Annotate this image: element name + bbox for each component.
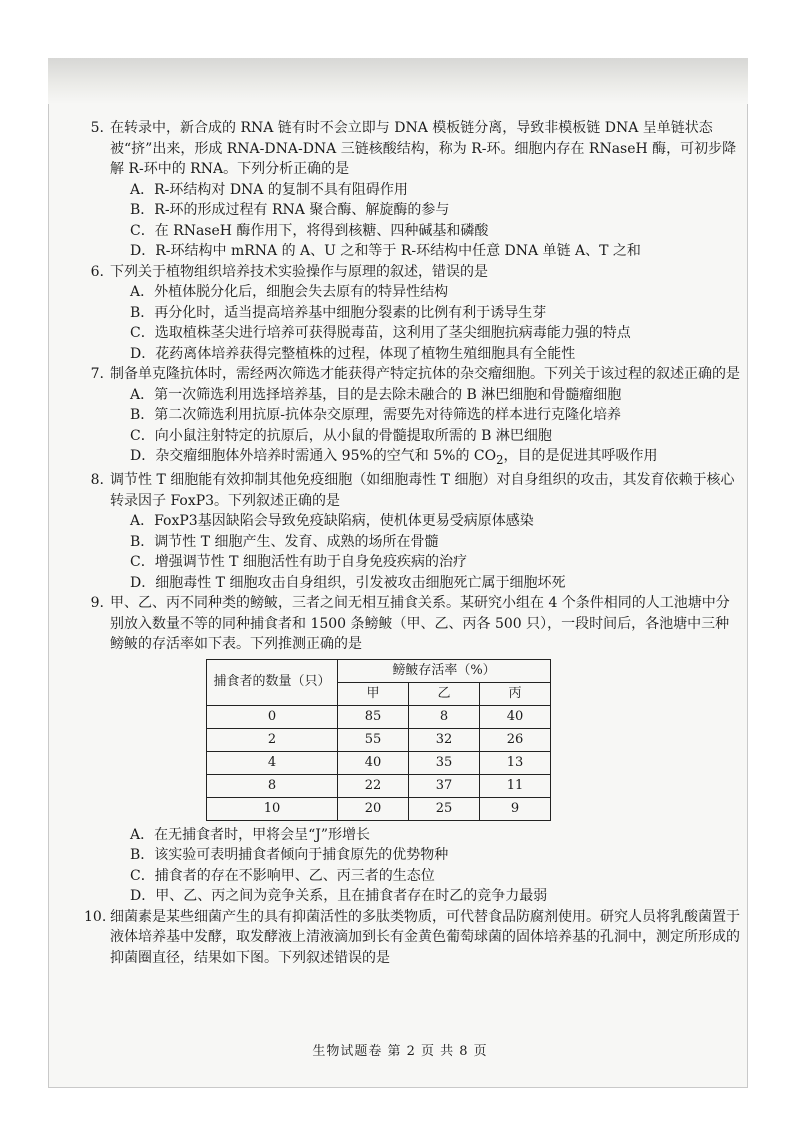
question-6 — [90, 262, 740, 365]
table-cell: 9 — [480, 797, 551, 820]
table-cell: 20 — [338, 797, 409, 820]
question-number: 8. — [90, 472, 104, 489]
question-7 — [90, 364, 740, 470]
question-9 — [90, 593, 740, 907]
question-number: 6. — [90, 263, 104, 280]
table-cell: 10 — [207, 797, 338, 820]
question-stem: 甲、乙、丙不同种类的鳑鲏，三者之间无相互捕食关系。某研究小组在 4 个条件相同的人工池塘中分别放入数量不等的同种捕食者和 1500 条鳑鲏（甲、乙、丙各 500 只），一段时间后，各池塘中三种鳑鲏的存活率如下表。下列推测正确的是 — [110, 595, 730, 653]
option-d: D．花药离体培养获得完整植株的过程，体现了植物生殖细胞具有全能性 — [130, 345, 576, 362]
option-c: C．在 RNaseH 酶作用下，将得到核糖、四种碱基和磷酸 — [130, 222, 489, 239]
table-row — [207, 705, 551, 728]
table-cell: 40 — [338, 751, 409, 774]
table-cell: 37 — [409, 774, 480, 797]
option-d: D．甲、乙、丙之间为竞争关系，且在捕食者存在时乙的竞争力最弱 — [130, 888, 548, 905]
option-c: C．向小鼠注射特定的抗原后，从小鼠的骨髓提取所需的 B 淋巴细胞 — [130, 427, 552, 444]
option-a: A．第一次筛选利用选择培养基，目的是去除未融合的 B 淋巴细胞和骨髓瘤细胞 — [130, 386, 622, 403]
question-number: 10. — [84, 908, 107, 925]
question-number: 9. — [90, 595, 104, 612]
table-col-header: 丙 — [480, 682, 551, 705]
option-a: A．外植体脱分化后，细胞会失去原有的特异性结构 — [130, 284, 449, 300]
table-col-header: 甲 — [338, 682, 409, 705]
option-b: B．R-环的形成过程有 RNA 聚合酶、解旋酶的参与 — [130, 202, 450, 218]
question-number: 5. — [90, 120, 104, 136]
question-stem: 细菌素是某些细菌产生的具有抑菌活性的多肽类物质，可代替食品防腐剂使用。研究人员将乳酸菌置于液体培养基中发酵，取发酵液上清液滴加到长有金黄色葡萄球菌的固体培养基的孔洞中，测定所形成的抑菌圈直径，结果如下图。下列叙述错误的是 — [110, 908, 740, 966]
table-col-header: 乙 — [409, 682, 480, 705]
option-b: B．第二次筛选利用抗原-抗体杂交原理，需要先对待筛选的样本进行克隆化培养 — [130, 407, 622, 423]
page-footer: 生物试题卷 第 2 页 共 8 页 — [312, 1044, 488, 1059]
option-d — [110, 446, 740, 470]
survival-rate-table — [206, 659, 551, 821]
question-list — [84, 118, 740, 968]
table-row — [207, 728, 551, 751]
table-row — [207, 797, 551, 820]
table-cell: 35 — [409, 751, 480, 774]
table-cell: 2 — [207, 728, 338, 751]
table-cell: 85 — [338, 705, 409, 728]
question-stem: 在转录中，新合成的 RNA 链有时不会立即与 DNA 模板链分离，导致非模板链 DNA 呈单链状态被“挤”出来，形成 RNA-DNA-DNA 三链核酸结构，称为 R-环。细胞内存在 RNaseH 酶，可初步降解 R-环中的 RNA。下列分析正确的是 — [110, 120, 737, 177]
table-cell: 40 — [480, 705, 551, 728]
question-number: 7. — [90, 366, 104, 382]
option-c: C．选取植株茎尖进行培养可获得脱毒苗，这利用了茎尖细胞抗病毒能力强的特点 — [130, 325, 631, 341]
question-8 — [90, 470, 740, 593]
scan-shadow — [48, 58, 748, 104]
option-a: A．在无捕食者时，甲将会呈“J”形增长 — [130, 826, 371, 843]
option-b: B．再分化时，适当提高培养基中细胞分裂素的比例有利于诱导生芽 — [130, 304, 547, 321]
option-d: D．细胞毒性 T 细胞攻击自身组织，引发被攻击细胞死亡属于细胞坏死 — [130, 574, 566, 591]
table-cell: 4 — [207, 751, 338, 774]
question-5 — [90, 118, 740, 262]
option-c: C．捕食者的存在不影响甲、乙、丙三者的生态位 — [130, 867, 435, 884]
table-cell: 8 — [409, 705, 480, 728]
option-d-text: D．杂交瘤细胞体外培养时需通入 95%的空气和 5%的 CO — [130, 448, 497, 464]
table-row-header: 捕食者的数量（只） — [207, 659, 338, 705]
option-b: B．该实验可表明捕食者倾向于捕食原先的优势物种 — [130, 847, 449, 864]
option-d-tail: ，目的是促进其呼吸作用 — [503, 448, 658, 464]
option-a: A．FoxP3基因缺陷会导致免疫缺陷病，使机体更易受病原体感染 — [130, 513, 534, 530]
question-stem: 调节性 T 细胞能有效抑制其他免疫细胞（如细胞毒性 T 细胞）对自身组织的攻击，其发育依赖于核心转录因子 FoxP3。下列叙述正确的是 — [110, 472, 735, 509]
table-cell: 25 — [409, 797, 480, 820]
question-stem: 下列关于植物组织培养技术实验操作与原理的叙述，错误的是 — [110, 263, 488, 280]
option-c: C．增强调节性 T 细胞活性有助于自身免疫疾病的治疗 — [130, 554, 467, 571]
question-10 — [84, 907, 740, 969]
table-cell: 13 — [480, 751, 551, 774]
table-row — [207, 751, 551, 774]
option-a: A．R-环结构对 DNA 的复制不具有阻碍作用 — [130, 181, 408, 198]
table-cell: 55 — [338, 728, 409, 751]
option-b: B．调节性 T 细胞产生、发育、成熟的场所在骨髓 — [130, 533, 439, 550]
table-group-header: 鳑鲏存活率（%） — [338, 659, 551, 682]
table-cell: 0 — [207, 705, 338, 728]
question-stem: 制备单克隆抗体时，需经两次筛选才能获得产特定抗体的杂交瘤细胞。下列关于该过程的叙述正确的是 — [110, 366, 740, 382]
table-cell: 32 — [409, 728, 480, 751]
table-cell: 8 — [207, 774, 338, 797]
table-row — [207, 774, 551, 797]
table-cell: 11 — [480, 774, 551, 797]
table-cell: 26 — [480, 728, 551, 751]
option-d: D．R-环结构中 mRNA 的 A、U 之和等于 R-环结构中任意 DNA 单链 A、T 之和 — [130, 243, 641, 259]
co2-subscript: 2 — [496, 452, 504, 467]
table-cell: 22 — [338, 774, 409, 797]
